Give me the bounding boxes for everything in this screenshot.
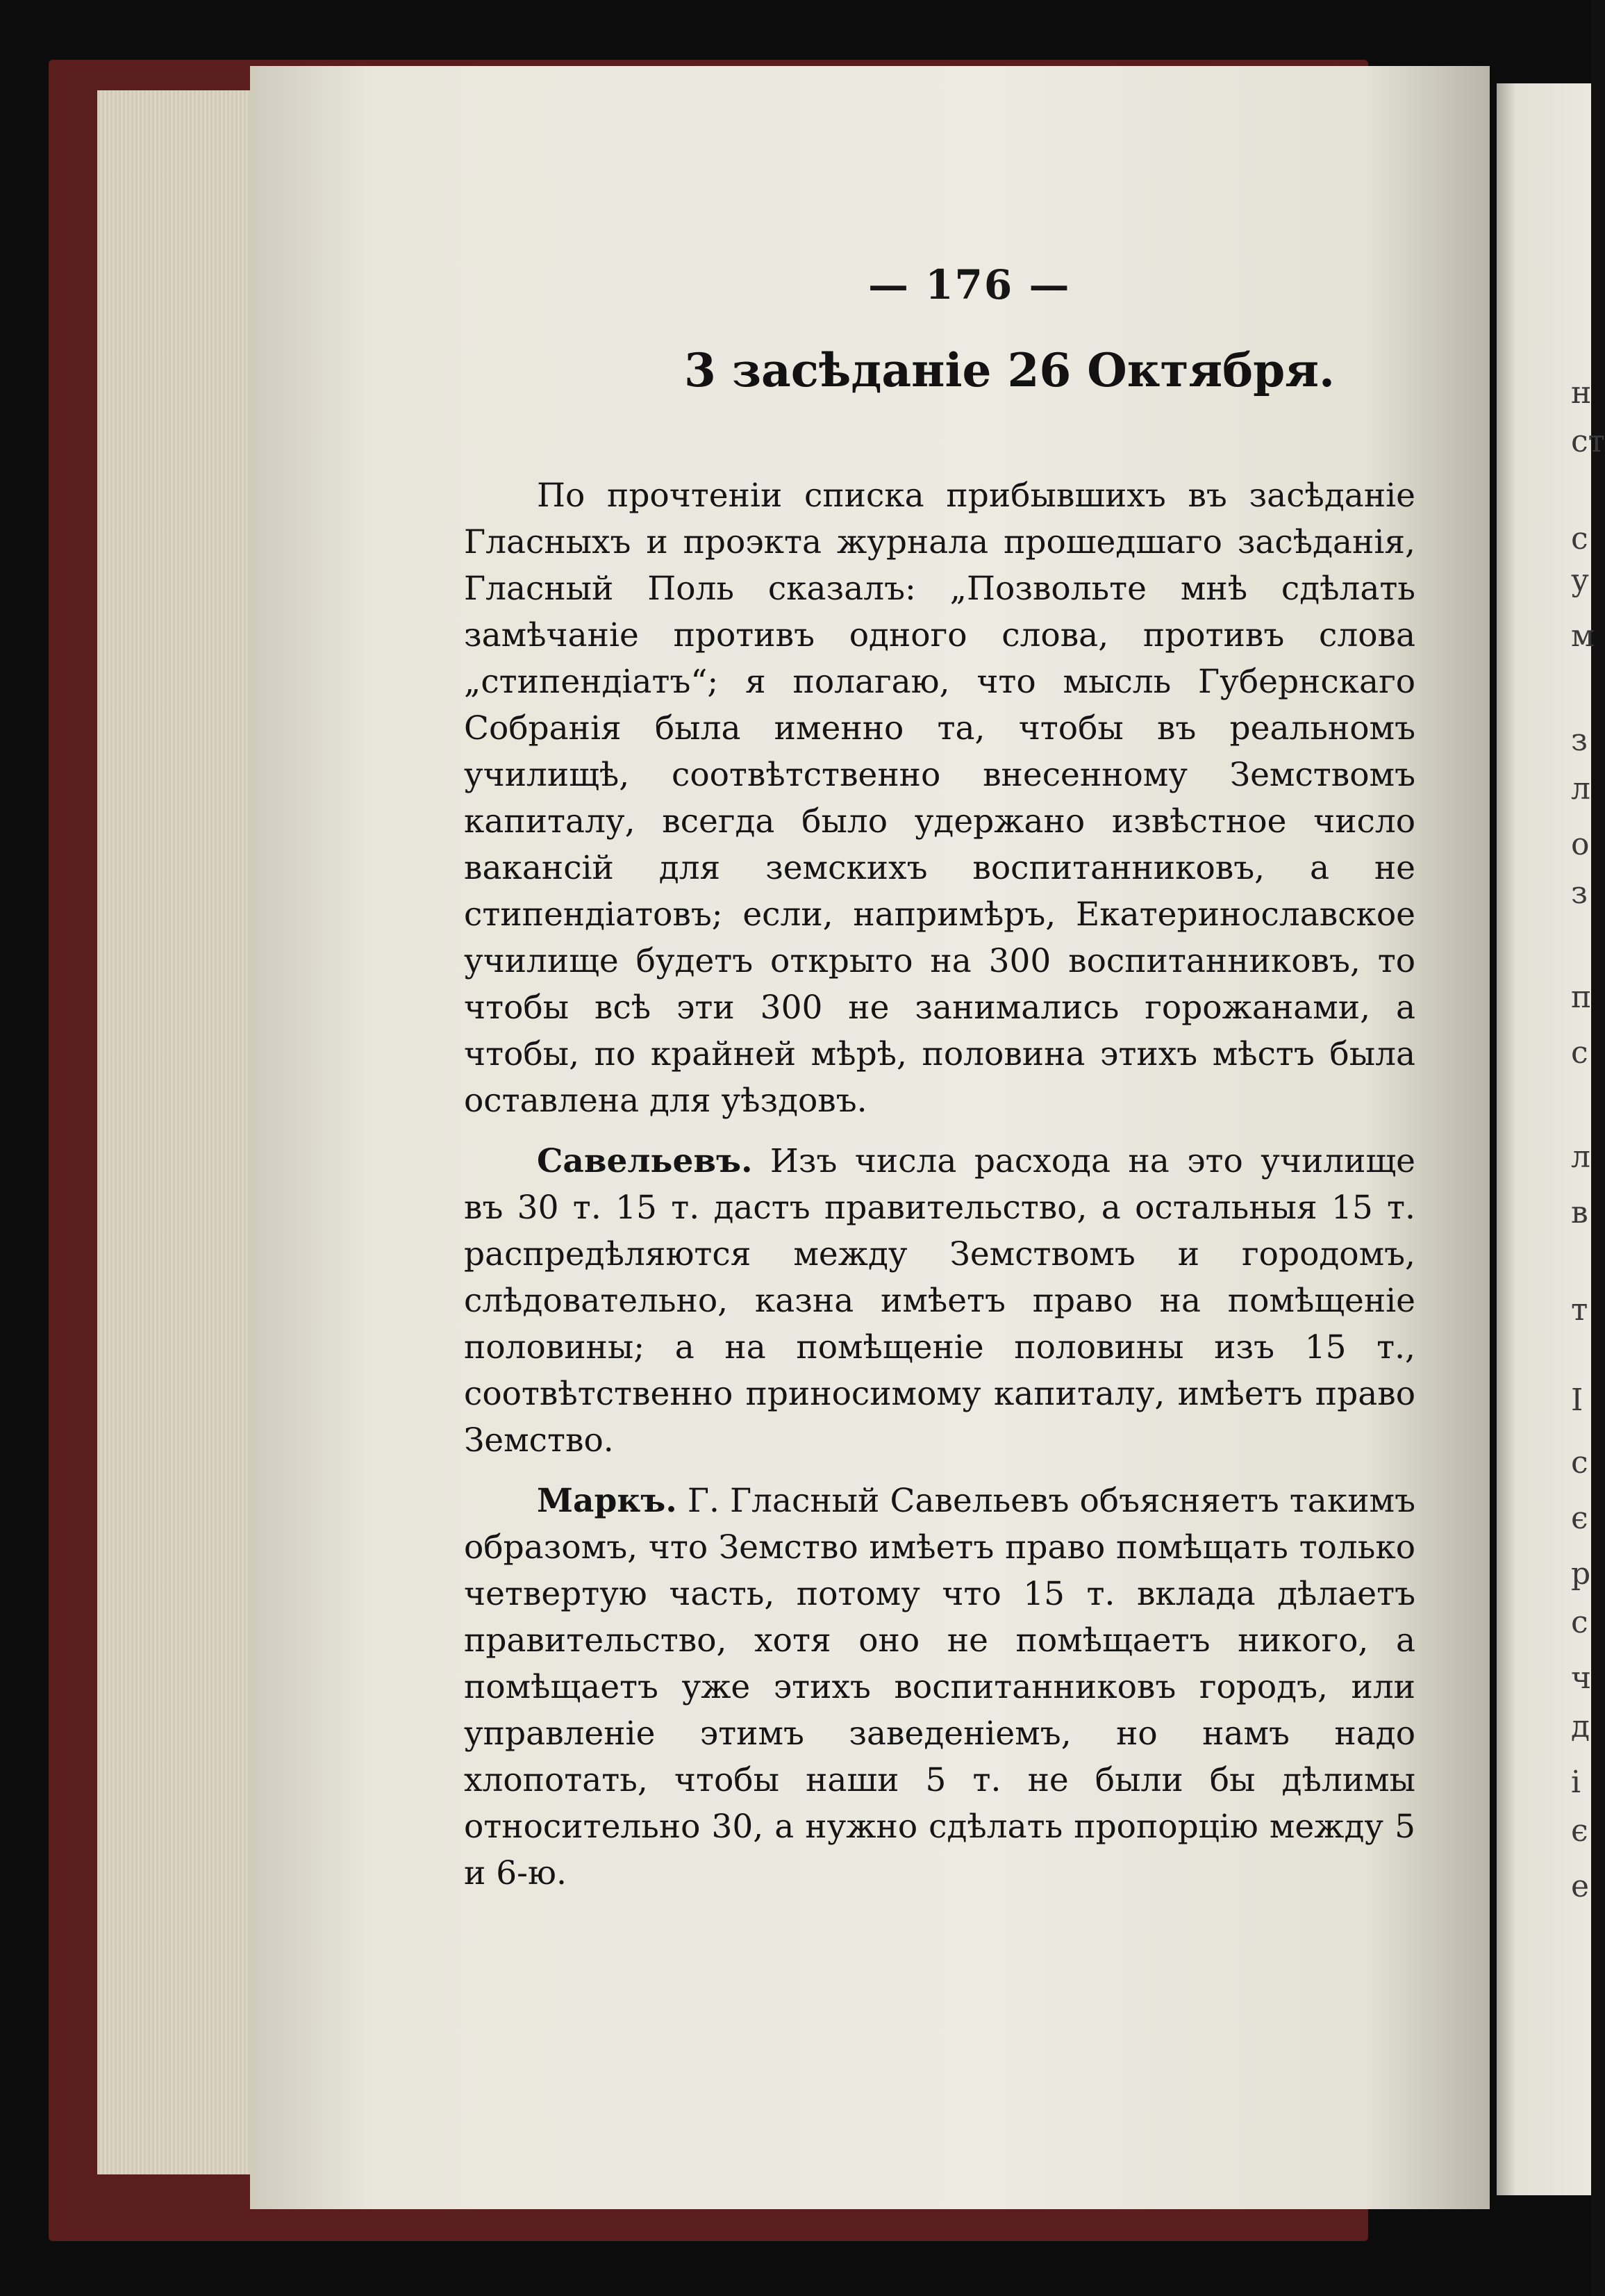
paragraph-text: Изъ числа расхода на это училище въ 30 т. 15 т. дастъ правительство, а остальныя 15 т. распредѣляются между Земствомъ и городомъ, слѣдовательно, казна имѣетъ право на помѣщеніе половины; а на помѣщеніе половины изъ 15 т., соотвѣтственно приносимому капиталу, имѣетъ право Земство. — [464, 1142, 1415, 1460]
facing-page-letter: ст — [1571, 424, 1605, 459]
paragraph — [464, 1478, 1415, 1897]
page-number: — 176 — — [868, 261, 1071, 308]
facing-page-letter: м — [1571, 618, 1595, 654]
facing-page-letter: л — [1571, 771, 1590, 807]
facing-page-letter: ч — [1571, 1660, 1592, 1696]
facing-page-letter: є — [1571, 1501, 1588, 1536]
facing-page-letter: н — [1571, 375, 1592, 411]
paragraph — [464, 472, 1415, 1124]
facing-page-letter: і — [1571, 1765, 1581, 1800]
facing-page-letter: п — [1571, 980, 1592, 1015]
section-heading: 3 засѣданіе 26 Октября. — [684, 343, 1336, 397]
facing-page-letter: с — [1571, 1605, 1588, 1640]
facing-page-letter: І — [1571, 1382, 1583, 1418]
facing-page-letter: з — [1571, 722, 1588, 758]
speaker-name: Савельевъ. — [537, 1142, 753, 1180]
facing-page-letter: у — [1571, 563, 1589, 598]
facing-page-letter: с — [1571, 1035, 1588, 1071]
facing-page-letter: в — [1571, 1195, 1588, 1230]
speaker-name: Маркъ. — [537, 1482, 677, 1520]
facing-page-letter: о — [1571, 827, 1590, 862]
facing-page-letter: с — [1571, 521, 1588, 556]
facing-page-letter: є — [1571, 1813, 1588, 1849]
facing-page-letter: л — [1571, 1139, 1590, 1175]
facing-page-letter: р — [1571, 1556, 1591, 1592]
paragraph — [464, 1138, 1415, 1464]
facing-page-letter: е — [1571, 1869, 1590, 1904]
facing-page-letter: с — [1571, 1445, 1588, 1480]
facing-page-letter: д — [1571, 1709, 1590, 1744]
paragraph-text: По прочтеніи списка прибывшихъ въ засѣданіе Гласныхъ и проэкта журнала прошедшаго засѣданія, Гласный Поль сказалъ: „Позвольте мнѣ сдѣлать замѣчаніе противъ одного слова, противъ слова „стипендіатъ“; я полагаю, что мысль Губернскаго Собранія была именно та, чтобы въ реальномъ училищѣ, соотвѣтственно внесенному Земствомъ капиталу, всегда было удержано извѣстное число вакансій для земскихъ воспитанниковъ, а не стипендіатовъ; если, напримѣръ, Екатеринославское училище будетъ открыто на 300 воспитанниковъ, то чтобы всѣ эти 300 не занимались горожанами, а чтобы, по крайней мѣрѣ, половина этихъ мѣстъ была оставлена для уѣздовъ. — [464, 477, 1415, 1120]
facing-page-letter: з — [1571, 875, 1588, 911]
paragraph-text: Г. Гласный Савельевъ объясняетъ такимъ образомъ, что Земство имѣетъ право помѣщать только четвертую часть, потому что 15 т. вклада дѣлаетъ правительство, хотя оно не помѣщаетъ никого, а помѣщаетъ уже этихъ воспитанниковъ городъ, или управленіе этимъ заведеніемъ, но намъ надо хлопотать, чтобы наши 5 т. не были бы дѣлимы относительно 30, а нужно сдѣлать пропорцію между 5 и 6-ю. — [464, 1482, 1415, 1892]
body-text — [464, 472, 1415, 1910]
facing-page-letter: т — [1571, 1292, 1588, 1328]
